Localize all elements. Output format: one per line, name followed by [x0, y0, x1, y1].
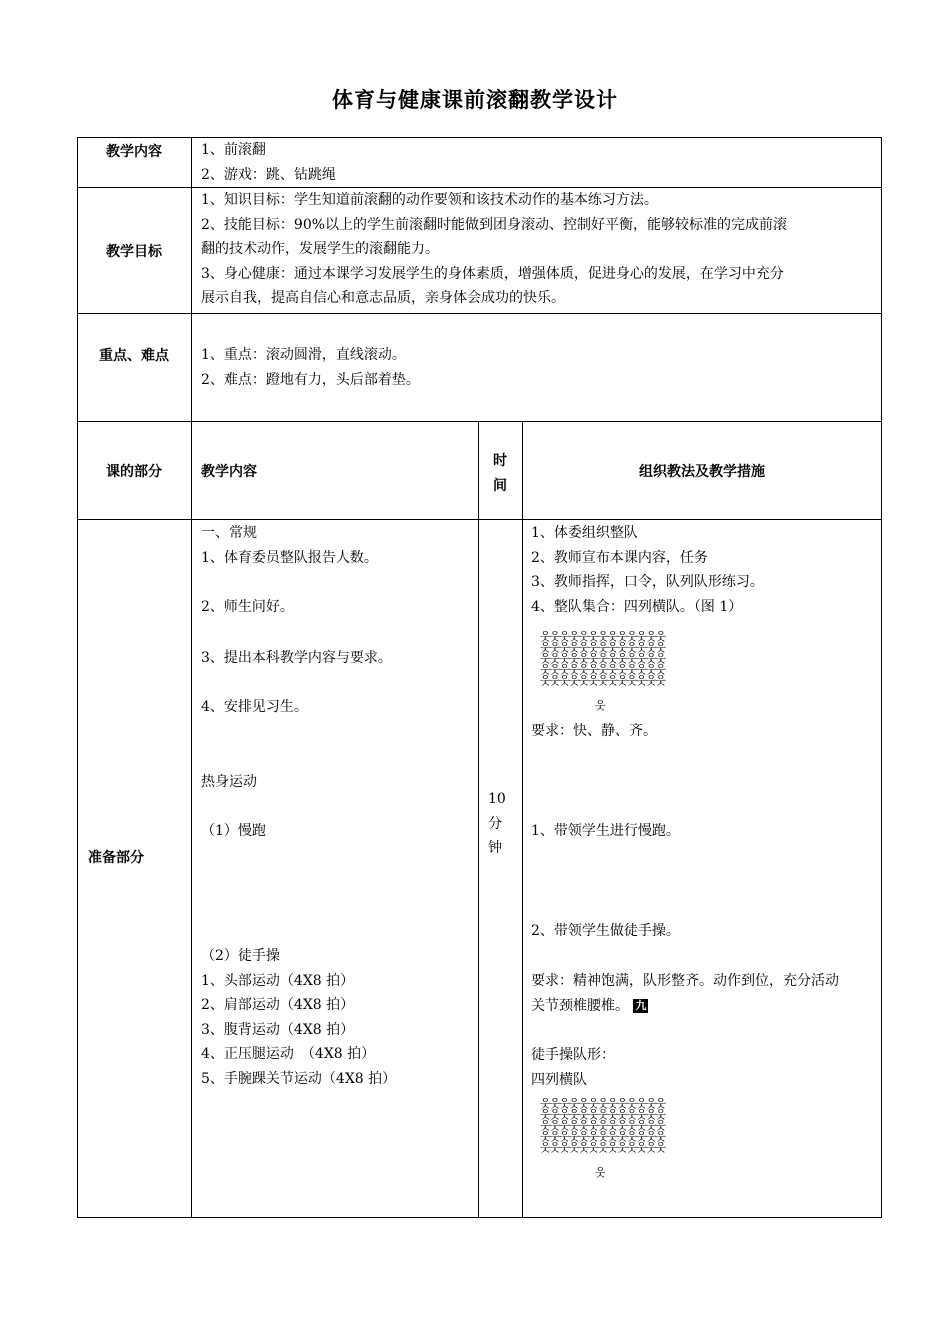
teacher-figure: 웃 [595, 1166, 605, 1179]
label-section: 课的部分 [106, 464, 162, 480]
prep-item: 1、体育委员整队报告人数。 [201, 550, 378, 566]
requirement: 要求：快、静、齐。 [531, 723, 657, 739]
column-divider [522, 421, 523, 1218]
student-row: 웃웃웃웃웃웃웃웃웃웃웃웃웃 [540, 674, 666, 687]
list-item: 2、游戏：跳、钻跳绳 [201, 166, 336, 183]
prep-routine: 一、常规 [201, 525, 257, 541]
difficult-point: 2、难点：蹬地有力，头后部着垫。 [201, 371, 420, 388]
jog-item: （1）慢跑 [201, 823, 266, 839]
teacher-figure: 웃 [595, 699, 605, 712]
exercise-item: 1、头部运动（4X8 拍） [201, 972, 355, 989]
key-points [201, 343, 420, 392]
exercise-item: 2、肩部运动（4X8 拍） [201, 997, 355, 1013]
student-row: 웃웃웃웃웃웃웃웃웃웃웃웃웃 [540, 1097, 666, 1110]
student-row: 웃웃웃웃웃웃웃웃웃웃웃웃웃 [540, 1119, 666, 1132]
exercise-item: 4、正压腿运动 （4X8 拍） [201, 1046, 376, 1062]
method-item: 1、体委组织整队 [531, 525, 638, 541]
label-methods-column: 组织教法及教学措施 [639, 464, 765, 480]
exercise-item: 5、手腕踝关节运动（4X8 拍） [201, 1070, 397, 1087]
student-row: 웃웃웃웃웃웃웃웃웃웃웃웃웃 [540, 663, 666, 676]
prep-item: 4、安排见习生。 [201, 699, 308, 715]
time-value: 10 [488, 791, 506, 807]
column-divider [191, 137, 192, 1218]
method-item: 2、教师宣布本课内容，任务 [531, 549, 708, 566]
goal-skill-cont: 翻的技术动作，发展学生的滚翻能力。 [201, 241, 439, 257]
label-time-column [478, 449, 522, 499]
time-label-2: 间 [493, 478, 507, 494]
requirement-cont-text: 关节颈椎腰椎。 [531, 997, 629, 1014]
formation-figure-1 [540, 631, 665, 711]
prep-item: 2、师生问好。 [201, 599, 294, 615]
student-row: 웃웃웃웃웃웃웃웃웃웃웃웃웃 [540, 652, 666, 665]
student-row: 웃웃웃웃웃웃웃웃웃웃웃웃웃 [540, 641, 666, 654]
teaching-content-list [201, 138, 336, 187]
exercise-method: 2、带领学生做徒手操。 [531, 923, 680, 939]
time-label-1: 时 [493, 453, 507, 469]
label-key-points: 重点、难点 [99, 348, 169, 364]
row-divider [77, 313, 882, 314]
time-unit: 分 [488, 815, 502, 832]
page-title: 体育与健康课前滚翻教学设计 [332, 88, 618, 112]
exercise-list [201, 944, 396, 1091]
row-divider [77, 421, 882, 422]
time-cell [488, 787, 506, 861]
requirement-block [531, 969, 839, 1018]
methods-list [531, 521, 764, 619]
goal-skill: 2、技能目标：90%以上的学生前滚翻时能做到团身滚动、控制好平衡，能够较标准的完成前滚 [201, 216, 788, 233]
goal-health-cont: 展示自我，提高自信心和意志品质，亲身体会成功的快乐。 [201, 290, 565, 306]
formation-title: 徒手操队形： [531, 1047, 615, 1063]
warmup-heading: 热身运动 [201, 774, 257, 790]
list-item: 1、前滚翻 [201, 142, 266, 158]
student-row: 웃웃웃웃웃웃웃웃웃웃웃웃웃 [540, 1108, 666, 1121]
label-teaching-goals: 教学目标 [106, 244, 162, 260]
requirement-cont [531, 994, 839, 1019]
label-prep-section: 准备部分 [88, 850, 144, 866]
student-row: 웃웃웃웃웃웃웃웃웃웃웃웃웃 [540, 630, 666, 643]
prep-item: 3、提出本科教学内容与要求。 [201, 650, 392, 666]
student-row: 웃웃웃웃웃웃웃웃웃웃웃웃웃 [540, 1141, 666, 1154]
label-content-column: 教学内容 [201, 464, 257, 480]
badge: 九 [635, 998, 647, 1012]
time-unit: 钟 [488, 840, 502, 856]
label-teaching-content: 教学内容 [106, 144, 162, 160]
requirement: 要求：精神饱满，队形整齐。动作到位，充分活动 [531, 973, 839, 989]
goal-knowledge: 1、知识目标：学生知道前滚翻的动作要领和该技术动作的基本练习方法。 [201, 192, 658, 208]
row-divider [77, 519, 882, 520]
exercise-item: 3、腹背运动（4X8 拍） [201, 1021, 355, 1038]
formation-name: 四列横队 [531, 1071, 587, 1088]
student-row: 웃웃웃웃웃웃웃웃웃웃웃웃웃 [540, 1130, 666, 1143]
method-item: 4、整队集合：四列横队。（图 1） [531, 598, 743, 615]
teaching-goals [201, 188, 787, 311]
formation-block [531, 1043, 615, 1092]
jog-method: 1、带领学生进行慢跑。 [531, 823, 680, 839]
goal-health: 3、身心健康：通过本课学习发展学生的身体素质，增强体质，促进身心的发展，在学习中充分 [201, 265, 784, 282]
exercise-heading: （2）徒手操 [201, 948, 280, 964]
method-item: 3、教师指挥，口令，队列队形练习。 [531, 574, 764, 590]
key-point: 1、重点：滚动圆滑，直线滚动。 [201, 347, 406, 363]
formation-figure-2 [540, 1098, 665, 1178]
column-divider [478, 421, 479, 1218]
